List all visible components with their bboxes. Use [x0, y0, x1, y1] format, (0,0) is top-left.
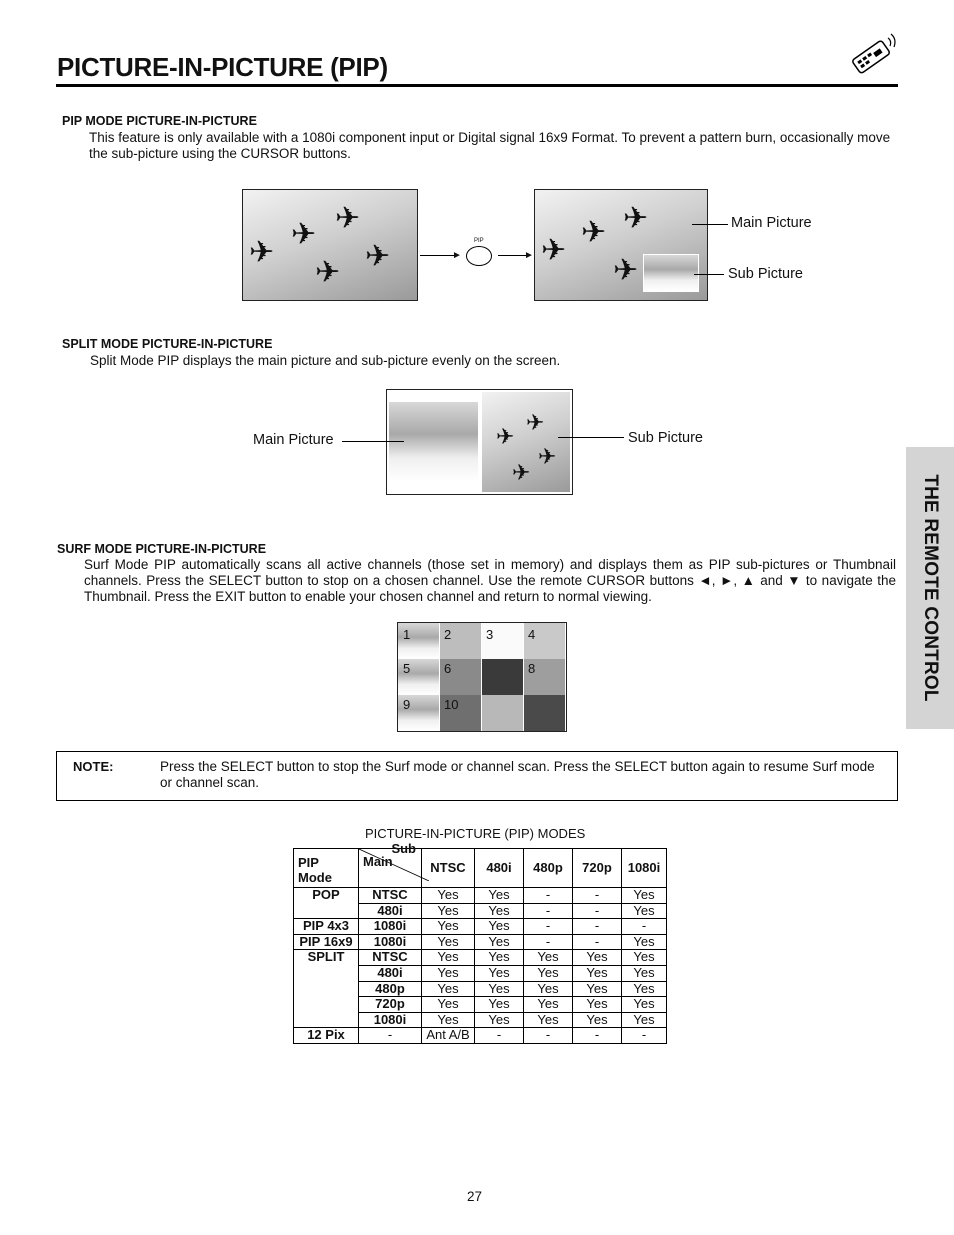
- value-cell: Yes: [475, 1012, 524, 1028]
- value-cell: -: [524, 919, 573, 935]
- value-cell: Yes: [422, 997, 475, 1013]
- title-rule: [56, 84, 898, 87]
- value-cell: -: [524, 934, 573, 950]
- thumb-number: 2: [444, 627, 452, 642]
- main-cell: NTSC: [359, 888, 422, 904]
- value-cell: Yes: [573, 965, 622, 981]
- value-cell: -: [573, 919, 622, 935]
- value-cell: Yes: [475, 997, 524, 1013]
- value-cell: -: [622, 919, 667, 935]
- header-col: 480p: [524, 849, 573, 888]
- pip-before-image: ✈ ✈ ✈ ✈ ✈: [242, 189, 418, 301]
- value-cell: Yes: [573, 1012, 622, 1028]
- arrow-to-button: [420, 255, 456, 256]
- mode-cell: 12 Pix: [294, 1028, 359, 1044]
- mode-cell: PIP 16x9: [294, 934, 359, 950]
- pip-button[interactable]: [466, 246, 492, 266]
- header-main: Main: [363, 854, 393, 869]
- table-header-row: [294, 849, 667, 888]
- value-cell: -: [573, 903, 622, 919]
- modes-table-caption: PICTURE-IN-PICTURE (PIP) MODES: [365, 826, 586, 841]
- value-cell: Yes: [622, 965, 667, 981]
- value-cell: -: [622, 1028, 667, 1044]
- side-tab-label: THE REMOTE CONTROL: [920, 474, 941, 702]
- value-cell: Yes: [622, 888, 667, 904]
- value-cell: Yes: [622, 997, 667, 1013]
- header-pip-mode: PIP Mode: [294, 849, 359, 888]
- header-sub-main: [359, 841, 422, 888]
- header-sub: Sub: [391, 841, 416, 856]
- value-cell: Yes: [524, 1012, 573, 1028]
- value-cell: Yes: [622, 1012, 667, 1028]
- thumb-number: 5: [403, 661, 411, 676]
- value-cell: Yes: [524, 950, 573, 966]
- mode-cell: PIP 4x3: [294, 919, 359, 935]
- main-cell: 720p: [359, 997, 422, 1013]
- value-cell: Yes: [573, 997, 622, 1013]
- value-cell: Yes: [475, 888, 524, 904]
- value-cell: -: [524, 888, 573, 904]
- split-sub-label: Sub Picture: [628, 430, 703, 446]
- main-picture-pointer: [692, 224, 728, 225]
- split-main-picture: [389, 402, 478, 482]
- value-cell: Yes: [475, 919, 524, 935]
- pip-after-image: ✈ ✈ ✈ ✈: [534, 189, 708, 301]
- pip-mode-heading: PIP MODE PICTURE-IN-PICTURE: [62, 114, 257, 128]
- value-cell: Yes: [422, 950, 475, 966]
- value-cell: Yes: [422, 1012, 475, 1028]
- main-cell: -: [359, 1028, 422, 1044]
- split-main-label: Main Picture: [253, 432, 334, 448]
- split-image: [386, 389, 573, 495]
- value-cell: Yes: [622, 934, 667, 950]
- main-cell: 480p: [359, 981, 422, 997]
- split-sub-pointer: [558, 437, 624, 438]
- thumb-number: 6: [444, 661, 452, 676]
- value-cell: Yes: [422, 888, 475, 904]
- value-cell: Yes: [422, 919, 475, 935]
- side-tab: [906, 447, 954, 729]
- value-cell: -: [475, 1028, 524, 1044]
- value-cell: Yes: [422, 965, 475, 981]
- value-cell: Ant A/B: [422, 1028, 475, 1044]
- value-cell: Yes: [573, 981, 622, 997]
- table-row: [294, 888, 667, 904]
- surf-mode-heading: SURF MODE PICTURE-IN-PICTURE: [57, 542, 267, 556]
- value-cell: -: [524, 903, 573, 919]
- sub-picture-inset: [643, 254, 699, 292]
- value-cell: Yes: [475, 934, 524, 950]
- header-col: NTSC: [422, 849, 475, 888]
- arrow-head-1: ►: [452, 250, 462, 261]
- thumb-number: 10: [444, 697, 459, 712]
- split-mode-heading: SPLIT MODE PICTURE-IN-PICTURE: [62, 337, 273, 351]
- modes-table: [293, 841, 667, 1044]
- arrow-head-2: ►: [524, 250, 534, 261]
- table-row: [294, 950, 667, 966]
- main-cell: 480i: [359, 903, 422, 919]
- split-mode-body: Split Mode PIP displays the main picture and sub-picture evenly on the screen.: [90, 353, 561, 368]
- value-cell: Yes: [422, 934, 475, 950]
- thumb-number: 1: [403, 627, 411, 642]
- remote-control-icon: [846, 28, 900, 80]
- value-cell: Yes: [524, 965, 573, 981]
- note-label: NOTE:: [73, 759, 114, 774]
- value-cell: Yes: [622, 981, 667, 997]
- value-cell: Yes: [475, 950, 524, 966]
- value-cell: Yes: [475, 981, 524, 997]
- header-col: 720p: [573, 849, 622, 888]
- value-cell: -: [573, 888, 622, 904]
- main-picture-label: Main Picture: [731, 215, 812, 231]
- sub-picture-label: Sub Picture: [728, 266, 803, 282]
- mode-cell: POP: [294, 888, 359, 919]
- page-title: PICTURE-IN-PICTURE (PIP): [57, 52, 388, 82]
- split-sub-picture: ✈ ✈ ✈ ✈: [482, 392, 570, 492]
- main-cell: 1080i: [359, 919, 422, 935]
- value-cell: Yes: [573, 950, 622, 966]
- thumb-number: 4: [528, 627, 536, 642]
- value-cell: Yes: [622, 903, 667, 919]
- value-cell: -: [573, 934, 622, 950]
- table-row: [294, 1028, 667, 1044]
- value-cell: Yes: [622, 950, 667, 966]
- surf-thumbnail-grid: [397, 622, 567, 732]
- value-cell: Yes: [422, 981, 475, 997]
- main-cell: 1080i: [359, 934, 422, 950]
- page-number: 27: [467, 1189, 483, 1204]
- main-cell: 480i: [359, 965, 422, 981]
- value-cell: Yes: [475, 903, 524, 919]
- note-text: Press the SELECT button to stop the Surf mode or channel scan. Press the SELECT button again to resume Surf mode or channel scan.: [160, 759, 875, 790]
- value-cell: Yes: [475, 965, 524, 981]
- mode-cell: SPLIT: [294, 950, 359, 1028]
- sub-picture-pointer: [694, 274, 724, 275]
- value-cell: Yes: [422, 903, 475, 919]
- value-cell: -: [573, 1028, 622, 1044]
- main-cell: 1080i: [359, 1012, 422, 1028]
- main-cell: NTSC: [359, 950, 422, 966]
- header-col: 480i: [475, 849, 524, 888]
- pip-mode-body: This feature is only available with a 1080i component input or Digital signal 16x9 Format. To prevent a pattern burn, occasionally move the sub-picture using the CURSOR buttons.: [89, 130, 891, 161]
- header-col: 1080i: [622, 849, 667, 888]
- surf-mode-body: Surf Mode PIP automatically scans all active channels (those set in memory) and displays them as PIP sub-pictures or Thumbnail channels. Press the SELECT button to stop on a chosen channel. Use the remote CURSOR buttons ◄, ►, ▲ and ▼ to navigate the Thumbnail. Press the EXIT button to enable your chosen channel and return to normal viewing.: [84, 557, 896, 604]
- value-cell: Yes: [524, 981, 573, 997]
- value-cell: -: [524, 1028, 573, 1044]
- table-row: [294, 919, 667, 935]
- pip-button-label: PIP: [474, 238, 484, 244]
- note-box: [56, 751, 898, 801]
- thumb-number: 9: [403, 697, 411, 712]
- table-row: [294, 934, 667, 950]
- thumb-number: 3: [486, 627, 494, 642]
- split-main-pointer: [342, 441, 404, 442]
- thumb-number: 8: [528, 661, 536, 676]
- value-cell: Yes: [524, 997, 573, 1013]
